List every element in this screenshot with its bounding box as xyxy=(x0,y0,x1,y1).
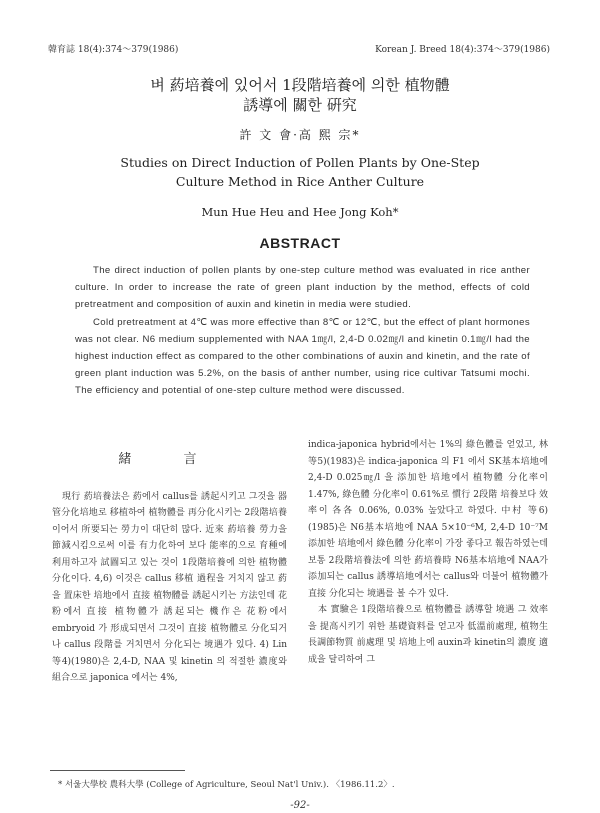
abstract-paragraph-2: Cold pretreatment at 4℃ was more effective than 8℃ or 12℃, but the effect of plant hormones was not clear. N6 medium supplemented with NAA 1㎎/l, 2,4-D 0.02㎎/l and kinetin 0.1㎎/l had the highest induction effect as compared to the other combinations of auxin and kinetin, and the rate of green plant induction was 5.2%, on the basis of anther number, using rice cultivar Tatsumi mochi. The efficiency and potential of one-step culture method were discussed. xyxy=(75,316,530,397)
title-english-line1: Studies on Direct Induction of Pollen Plants by One-Step xyxy=(120,155,480,170)
abstract-body xyxy=(75,262,530,400)
journal-citation-korean: 韓育誌 18(4):374〜379(1986) xyxy=(48,45,179,55)
footnote-divider xyxy=(50,770,185,771)
authors-korean: 許 文 會·高 熙 宗* xyxy=(239,128,361,142)
intro-paragraph-1: 現行 葯培養法은 葯에서 callus를 誘起시키고 그것을 器管分化培地로 移植하여 植物體를 再分化시키는 2段階培養이어서 所要되는 勞力이 대단히 많다. 近來 葯培養 勞力을 節減시킴으로써 이를 有力化하여 보다 能率的으로 育種에 利用하고자 試圖되고 있는 것이 1段階培養에 의한 植物體分化이다. 4,6) 이것은 callus 移植 過程을 거치지 않고 葯을 置床한 培地에서 直接 植物體를 誘起시키는 方法인데 花粉에서 直接 植物體가 誘起되는 機作은 花粉에서 embryoid 가 形成되면서 그것이 直接 植物體로 分化되거나 callus 段階를 거치면서 分化되는 境遇가 있다. 4) Lin 等4)(1980)은 2,4-D, NAA 및 kinetin 의 적절한 濃度와 組合으로 japonica 에서는 4%, xyxy=(52,491,287,683)
page-number: -92- xyxy=(290,800,310,811)
introduction-heading: 緒 言 xyxy=(118,452,221,467)
title-korean-line2: 誘導에 關한 硏究 xyxy=(243,96,357,114)
right-column xyxy=(308,437,548,668)
intro-paragraph-2: 本 實驗은 1段階培養으로 植物體를 誘導할 境遇 그 效率을 提高시키기 위한 基礎資料를 얻고자 低溫前處理, 植物生長調節物質 前處理 및 培地上에 auxin과 kinetin의 濃度 適成을 달리하여 그 xyxy=(308,605,548,665)
abstract-paragraph-1: The direct induction of pollen plants by one-step culture method was evaluated in rice anther culture. In order to increase the rate of green plant induction by the method, effects of cold pretreatment and composition of auxin and kinetin in media were studied. xyxy=(75,265,530,311)
affiliation-footnote: * 서울大學校 農科大學 (College of Agriculture, Seoul Nat'l Univ.). 〈1986.11.2〉. xyxy=(58,780,395,790)
intro-paragraph-continued: indica-japonica hybrid에서는 1%의 綠色體를 얻었고, 林等5)(1983)은 indica-japonica 의 F1 에서 SK基本培地에 2,4-D 0.025㎎/l 을 添加한 培地에서 植物體 分化率이 1.47%, 綠色體 分化率이 0.61%로 慣行 2段階 培養보다 效率이 各各 0.06%, 0.03% 높았다고 하였다. 中村 等6)(1985)은 N6基本培地에 NAA 5×10⁻⁶M, 2,4-D 10⁻⁷M 添加한 培地에서 綠色體 分化率이 가장 좋다고 報告하였는데 보통 2段階培養法에 의한 葯培養時 N6基本培地에 NAA가 添加되는 callus 誘導培地에서는 callus와 더불어 植物體가 直接 分化되는 境遇를 볼 수가 있다. xyxy=(308,440,548,599)
journal-citation-english: Korean J. Breed 18(4):374〜379(1986) xyxy=(375,45,550,55)
abstract-heading: ABSTRACT xyxy=(259,235,341,251)
authors-english: Mun Hue Heu and Hee Jong Koh* xyxy=(201,205,399,219)
title-english-line2: Culture Method in Rice Anther Culture xyxy=(175,174,425,189)
left-column xyxy=(52,440,287,687)
title-korean-line1: 벼 葯培養에 있어서 1段階培養에 의한 植物體 xyxy=(150,76,450,94)
